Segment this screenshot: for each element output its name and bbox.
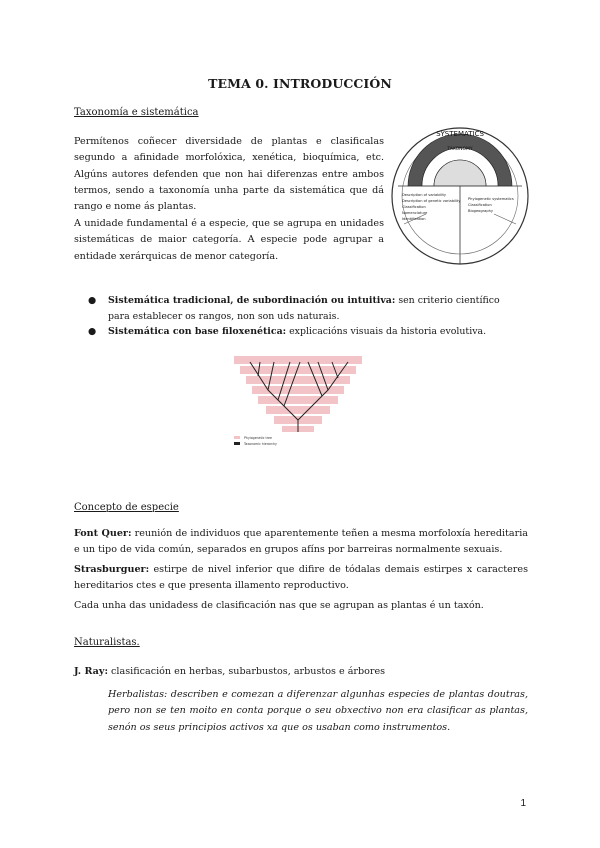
bullet-item-phylogenetic [88, 324, 508, 340]
paragraph-taxon: Cada unha das unidadess de clasificación nas que se agrupan as plantas é un taxón. [74, 600, 484, 611]
definition-text: clasificación en herbas, subarbustos, arbustos e árbores [108, 666, 386, 677]
left-list-item: Description of variability [402, 193, 447, 197]
right-list-item: Biogeography [468, 209, 494, 213]
bullet-text: sen criterio científico para establecer os rangos, non son uds naturais. [108, 295, 500, 322]
tree-legend-item: Taxonomic hierarchy [244, 442, 277, 446]
systematics-bullet-list [88, 293, 508, 340]
tree-legend-item: Phylogenetic tree [244, 436, 272, 440]
page-number: 1 [520, 798, 526, 809]
bullet-item-traditional [88, 293, 508, 324]
left-list-item: Identification [402, 217, 426, 221]
quote-herbalists: Herbalistas: describen e comezan a diferenzar algunhas especies de plantas doutras, pero non se ten moito en conta porque o seu obxectivo non era clasificar as plantas, senón os seus principios activos xa que os usaban como instrumentos. [108, 689, 528, 733]
taxonomy-label: TAXONOMY [447, 147, 473, 152]
author-name: J. Ray: [74, 666, 108, 677]
bullet-bold-term: Sistemática tradicional, de subordinación ou intuitiva: [108, 295, 396, 306]
section-heading-taxonomy: Taxonomía e sistemática [74, 107, 199, 118]
left-list-item: Nomenclature [402, 211, 428, 215]
right-list-item: Classification [468, 203, 492, 207]
bullet-text: explicacións visuais da historia evolutiva. [286, 326, 487, 338]
paragraph-taxonomy-intro: Permítenos coñecer diversidade de plantas e clasificalas segundo a afinidade morfolóxica, xenética, bioquímica, etc. Algúns autores defenden que non hai diferenzas entre ambos termos, sendo a taxonomía unha parte da sistemática que dá rango e nome ás plantas. [74, 136, 384, 213]
bullet-dot: ● [88, 295, 97, 306]
section-heading-species: Concepto de especie [74, 502, 179, 513]
paragraph-font-quer [74, 526, 528, 559]
right-list-item: Phylogenetic systematics [468, 197, 514, 201]
section-heading-naturalists: Naturalistas. [74, 637, 140, 648]
author-name: Strasburguer: [74, 564, 150, 575]
paragraph-j-ray [74, 664, 528, 680]
definition-text: estirpe de nivel inferior que difire de tódalas demais estirpes x caracteres hereditarios ctes e que presenta illamento reproductivo. [74, 564, 528, 592]
systematics-diagram [388, 124, 532, 266]
systematics-title: SYSTEMATICS [436, 130, 484, 138]
paragraph-species-unit: A unidade fundamental é a especie, que se agrupa en unidades sistemáticas de maior categoría. A especie pode agrupar a entidade xerárquicas de menor categoría. [74, 218, 384, 262]
left-list-item: Classification [402, 205, 426, 209]
bullet-bold-term: Sistemática con base filoxenética: [108, 326, 287, 338]
left-list-item: Description of genetic variability [402, 199, 461, 203]
page-title: TEMA 0. INTRODUCCIÓN [208, 76, 392, 91]
definition-text: reunión de individuos que aparentemente teñen a mesma morfoloxía hereditaria e un tipo de vida común, separados en grupos afíns por barreiras normalmente sexuais. [74, 528, 529, 556]
bullet-dot: ● [88, 326, 97, 338]
author-name: Font Quer: [74, 528, 132, 539]
paragraph-strasburguer [74, 562, 528, 595]
phylogenetic-tree-figure [228, 350, 368, 450]
